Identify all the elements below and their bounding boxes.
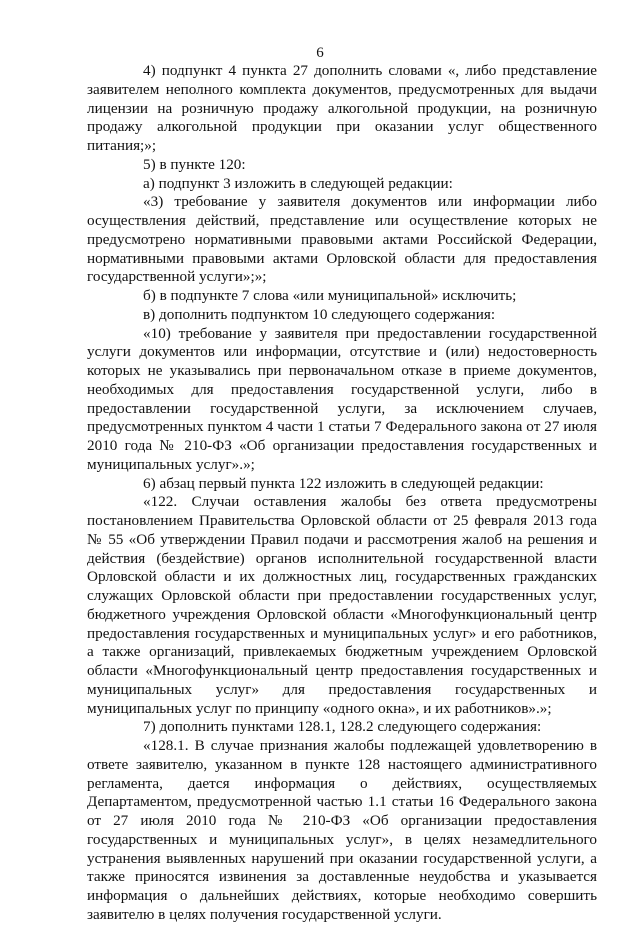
- paragraph-item-6: 6) абзац первый пункта 122 изложить в следующей редакции:: [143, 474, 544, 492]
- paragraph-subitem-v: в) дополнить подпунктом 10 следующего содержания:: [143, 305, 496, 323]
- paragraph-quote-3: «3) требование у заявителя документов или информации либо осуществления действий, представление или осуществление которых не предусмотрено нормативными правовыми актами Российской Федерации, нормативными правовыми актами Орловской области для предоставления государственной услуги»;»;: [87, 193, 597, 286]
- paragraph-quote-10: «10) требование у заявителя при предоставлении государственной услуги документов или информации, отсутствие и (или) недостоверность которых не указывались при первоначальном отказе в приеме документов, необходимых для предоставления государственной услуги, либо в предоставлении государственной услуги, за исключением случаев, предусмотренных пунктом 4 части 1 статьи 7 Федерального закона от 27 июля 2010 года № 210-ФЗ «Об организации предоставления государственных и муниципальных услуг».»;: [87, 324, 597, 473]
- paragraph-quote-122: «122. Случаи оставления жалобы без ответа предусмотрены постановлением Правительства Орловской области от 25 февраля 2013 года № 55 «Об утверждении Правил подачи и рассмотрения жалоб на решения и действия (бездействие) органов исполнительной государственной власти Орловской области и их должностных лиц, государственных гражданских служащих Орловской области при предоставлении государственных услуг, бюджетного учреждения Орловской области «Многофункциональный центр предоставления государственных и муниципальных услуг» и его работников, а также организаций, привлекаемых бюджетным учреждением Орловской области «Многофункциональный центр предоставления государственных и муниципальных услуг» для предоставления государственных и муниципальных услуг по принципу «одного окна», и их работников».»;: [87, 493, 597, 717]
- paragraph-quote-128-1: «128.1. В случае признания жалобы подлежащей удовлетворению в ответе заявителю, указанном в пункте 128 настоящего административного регламента, дается информация о действиях, осуществляемых Департаментом, предусмотренной частью 1.1 статьи 16 Федерального закона от 27 июля 2010 года № 210-ФЗ «Об организации предоставления государственных и муниципальных услуг», в целях незамедлительного устранения выявленных нарушений при оказании государственной услуги, а также приносятся извинения за доставленные неудобства и указывается информация о дальнейших действиях, которые необходимо совершить заявителю в целях получения государственной услуги.: [87, 737, 597, 923]
- paragraph-item-7: 7) дополнить пунктами 128.1, 128.2 следующего содержания:: [143, 718, 542, 736]
- paragraph-item-5: 5) в пункте 120:: [143, 155, 246, 173]
- paragraph-subitem-a: а) подпункт 3 изложить в следующей редакции:: [143, 174, 453, 192]
- document-body: [87, 62, 597, 925]
- page-number: 6: [316, 45, 324, 61]
- paragraph-subitem-b: б) в подпункте 7 слова «или муниципальной» исключить;: [143, 287, 517, 304]
- paragraph-item-4: 4) подпункт 4 пункта 27 дополнить словами «, либо представление заявителем неполного комплекта документов, предусмотренных для выдачи лицензии на розничную продажу алкогольной продукции, на розничную продажу алкогольной продукции при оказании услуг общественного питания;»;: [87, 62, 597, 154]
